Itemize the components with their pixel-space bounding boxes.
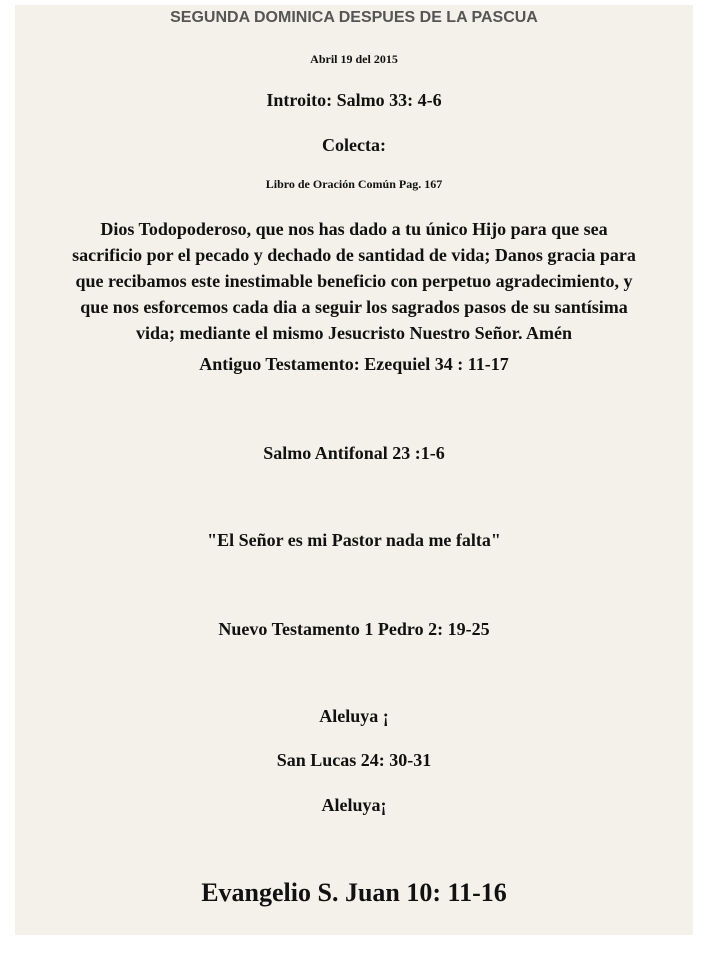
document-title: SEGUNDA DOMINICA DESPUES DE LA PASCUA xyxy=(170,9,538,26)
prayer-line: sacrificio por el pecado y dechado de santidad de vida; Danos gracia para xyxy=(72,245,636,265)
new-testament-reading: Nuevo Testamento 1 Pedro 2: 19-25 xyxy=(218,619,490,639)
service-date: Abril 19 del 2015 xyxy=(310,52,398,66)
old-testament-reading: Antiguo Testamento: Ezequiel 34 : 11-17 xyxy=(199,354,509,374)
antiphonal-psalm: Salmo Antifonal 23 :1-6 xyxy=(263,443,445,463)
prayer-line: vida; mediante el mismo Jesucristo Nuestro Señor. Amén xyxy=(136,323,572,343)
alleluia-first: Aleluya ¡ xyxy=(319,706,389,726)
prayer-book-reference: Libro de Oración Común Pag. 167 xyxy=(265,177,443,191)
prayer-line: que nos esforcemos cada dia a seguir los sagrados pasos de su santísima xyxy=(80,297,628,317)
prayer-line: que recibamos este inestimable beneficio con perpetuo agradecimiento, y xyxy=(75,271,633,291)
collect-prayer xyxy=(15,216,693,346)
colecta-heading: Colecta: xyxy=(322,135,386,155)
prayer-line: Dios Todopoderoso, que nos has dado a tu único Hijo para que sea xyxy=(100,219,608,239)
alleluia-second: Aleluya¡ xyxy=(321,795,387,815)
gospel-reading: Evangelio S. Juan 10: 11-16 xyxy=(201,878,507,907)
luke-verse: San Lucas 24: 30-31 xyxy=(276,750,432,770)
introito-heading: Introito: Salmo 33: 4-6 xyxy=(266,90,442,110)
antiphon-quote: "El Señor es mi Pastor nada me falta" xyxy=(207,530,501,550)
bulletin-page xyxy=(15,5,693,935)
